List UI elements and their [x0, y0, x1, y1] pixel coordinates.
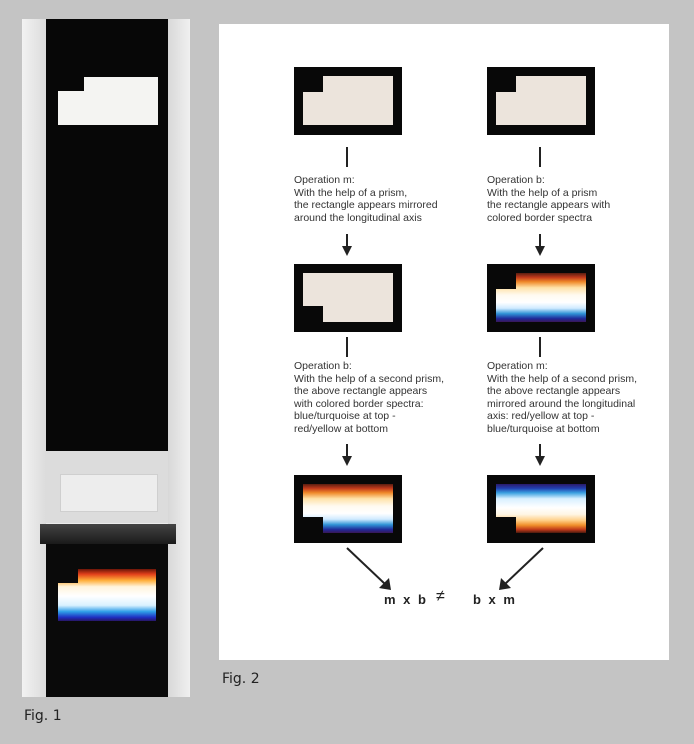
down-arrow-icon: [534, 234, 546, 256]
diagonal-arrow-icon: [339, 544, 399, 594]
not-equal-sign: ≠: [436, 588, 447, 605]
right-operation-2-text: Operation m: With the help of a second prism, the above rectangle appears mirrored around the longitudinal axis: red/yellow at top - blue/turquoise at bottom: [487, 360, 637, 435]
connector-line: [539, 147, 541, 167]
formula-left: m x b: [384, 592, 428, 607]
down-arrow-icon: [341, 234, 353, 256]
figure-1-caption: Fig. 1: [24, 708, 62, 724]
rectangle-notch: [58, 77, 84, 91]
right-result-box: [487, 475, 595, 543]
down-arrow-icon: [341, 444, 353, 466]
down-arrow-icon: [534, 444, 546, 466]
notch: [496, 76, 516, 92]
notch: [496, 273, 516, 289]
left-original-box: [294, 67, 402, 135]
figure-2-diagram: [219, 24, 669, 660]
reflected-rectangle: [60, 474, 158, 512]
connector-line: [346, 147, 348, 167]
left-operation-2-text: Operation b: With the help of a second prism, the above rectangle appears with colored border spectra: blue/turquoise at top - red/yellow at bottom: [294, 360, 444, 435]
figure-1-photo: [22, 19, 190, 697]
strip-edge-right: [168, 19, 190, 697]
connector-line: [346, 337, 348, 357]
prism: [40, 524, 176, 544]
left-mirrored-box: [294, 264, 402, 332]
diagonal-arrow-icon: [491, 544, 551, 594]
formula-right: b x m: [473, 592, 517, 607]
figure-2-caption: Fig. 2: [222, 671, 260, 687]
right-spectral-box: [487, 264, 595, 332]
left-result-box: [294, 475, 402, 543]
connector-line: [539, 337, 541, 357]
notch: [303, 76, 323, 92]
right-operation-1-text: Operation b: With the help of a prism the rectangle appears with colored border spectra: [487, 174, 611, 224]
spectral-rectangle-notch: [58, 569, 78, 583]
strip-edge-left: [22, 19, 46, 697]
notch: [303, 306, 323, 322]
notch: [303, 517, 323, 533]
notch: [496, 517, 516, 533]
right-original-box: [487, 67, 595, 135]
left-operation-1-text: Operation m: With the help of a prism, the rectangle appears mirrored around the longitudinal axis: [294, 174, 438, 224]
